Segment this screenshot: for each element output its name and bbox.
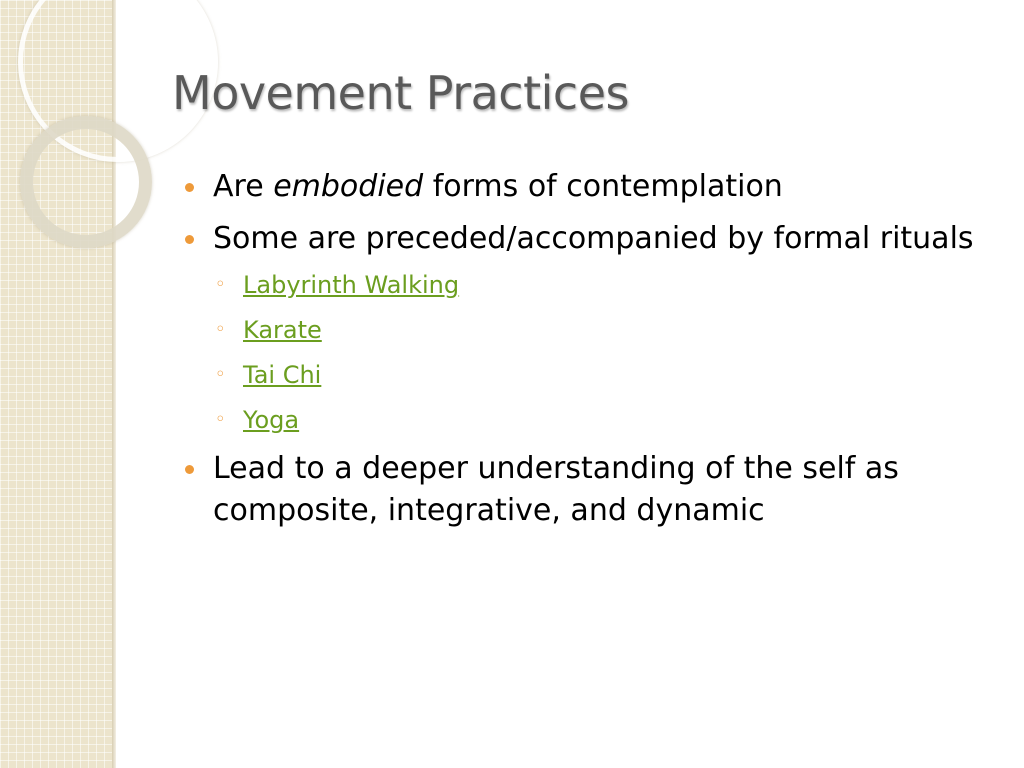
sub-item-tai-chi <box>185 358 985 392</box>
link-karate[interactable]: Karate <box>243 316 322 344</box>
slide-title: Movement Practices <box>172 66 629 120</box>
bullet-dot-icon <box>185 235 194 244</box>
sub-item-yoga <box>185 403 985 437</box>
link-yoga[interactable]: Yoga <box>243 406 300 434</box>
bullet-dot-icon <box>185 183 194 192</box>
bullet-text: Lead to a deeper understanding of the self as composite, integrative, and dynamic <box>213 451 899 528</box>
bullet-text: Some are preceded/accompanied by formal rituals <box>213 221 974 256</box>
decorative-ring-small <box>20 116 152 248</box>
hollow-circle-bullet-icon: ◦ <box>215 274 226 295</box>
bullet-list <box>185 166 985 542</box>
bullet-item-rituals <box>185 218 985 260</box>
bullet-text-post: forms of contemplation <box>423 169 783 204</box>
bullet-dot-icon <box>185 465 194 474</box>
hollow-circle-bullet-icon: ◦ <box>215 364 226 385</box>
hollow-circle-bullet-icon: ◦ <box>215 319 226 340</box>
practice-link-list <box>185 268 985 437</box>
bullet-text-pre: Are <box>213 169 274 204</box>
hollow-circle-bullet-icon: ◦ <box>215 409 226 430</box>
link-tai-chi[interactable]: Tai Chi <box>243 361 322 389</box>
bullet-item-embodied <box>185 166 985 208</box>
sub-item-labyrinth-walking <box>185 268 985 302</box>
link-labyrinth-walking[interactable]: Labyrinth Walking <box>243 271 460 299</box>
sub-item-karate <box>185 313 985 347</box>
bullet-text-emphasis: embodied <box>273 169 424 204</box>
bullet-item-self <box>185 448 985 532</box>
